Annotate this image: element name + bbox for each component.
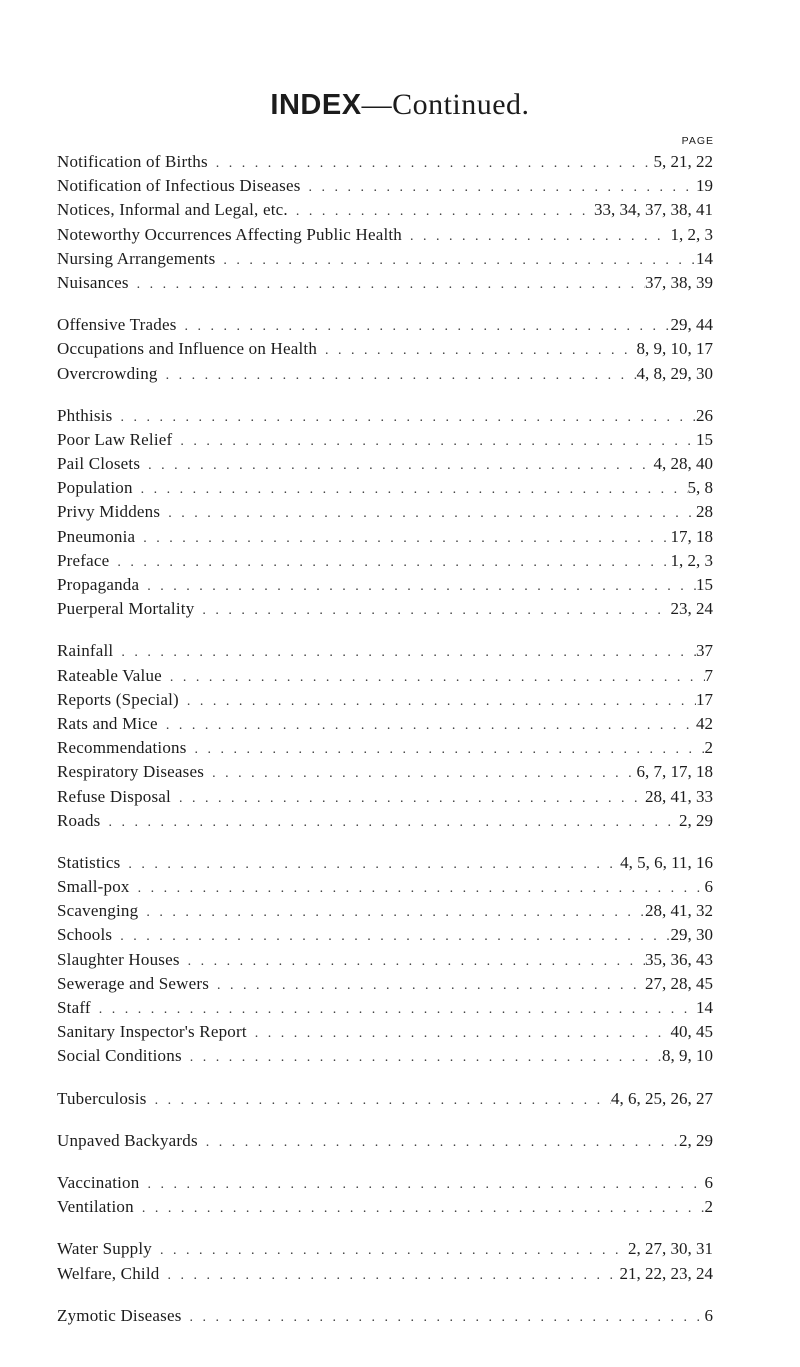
- index-entry: [57, 273, 713, 297]
- dot-leader: [182, 1050, 662, 1066]
- index-entry: [57, 502, 713, 526]
- dot-leader: [130, 881, 705, 897]
- index-entry: [57, 1173, 713, 1197]
- index-entry: [57, 478, 713, 502]
- index-term: Zymotic Diseases: [57, 1305, 182, 1325]
- index-pages: 17, 18: [670, 526, 713, 546]
- index-pages: 27, 28, 45: [645, 973, 713, 993]
- index-pages: 26: [696, 405, 713, 425]
- index-term: Tuberculosis: [57, 1088, 147, 1108]
- index-term: Welfare, Child: [57, 1263, 160, 1283]
- index-pages: 37: [696, 641, 713, 661]
- index-term: Scavenging: [57, 901, 139, 921]
- index-entry: [57, 176, 713, 200]
- index-pages: 2: [704, 1197, 713, 1217]
- index-entry: [57, 738, 713, 762]
- index-pages: 42: [696, 713, 713, 733]
- dot-leader: [101, 815, 680, 831]
- dot-leader: [135, 531, 670, 547]
- index-group: [57, 152, 713, 297]
- index-pages: 37, 38, 39: [645, 272, 713, 292]
- index-entry: [57, 666, 713, 690]
- index-term: Notices, Informal and Legal, etc.: [57, 200, 288, 220]
- index-entry: [57, 1022, 713, 1046]
- index-entry: [57, 1264, 713, 1288]
- index-group: [57, 1131, 713, 1155]
- index-pages: 5, 21, 22: [653, 152, 713, 171]
- index-pages: 14: [696, 248, 713, 268]
- index-pages: 6, 7, 17, 18: [636, 762, 713, 782]
- index-entry: [57, 152, 713, 176]
- index-term: Poor Law Relief: [57, 429, 173, 449]
- index-pages: 6: [704, 1172, 713, 1192]
- index-pages: 4, 28, 40: [653, 454, 713, 474]
- index-group: [57, 315, 713, 388]
- index-pages: 4, 5, 6, 11, 16: [620, 852, 713, 872]
- index-term: Pneumonia: [57, 526, 136, 546]
- index-group: [57, 1306, 713, 1330]
- dot-leader: [317, 343, 636, 359]
- index-pages: 8, 9, 10, 17: [636, 339, 713, 359]
- index-pages: 17: [696, 689, 713, 709]
- index-entry: [57, 1306, 713, 1330]
- index-entry: [57, 200, 713, 224]
- dot-leader: [162, 670, 705, 686]
- index-term: Nuisances: [57, 272, 129, 292]
- index-pages: 5, 8: [687, 478, 713, 498]
- index-entry: [57, 950, 713, 974]
- index-entry: [57, 527, 713, 551]
- index-entry: [57, 364, 713, 388]
- dot-leader: [140, 458, 653, 474]
- index-term: Vaccination: [57, 1172, 140, 1192]
- dot-leader: [134, 1201, 705, 1217]
- index-pages: 4, 8, 29, 30: [636, 363, 713, 383]
- index-entry: [57, 714, 713, 738]
- dot-leader: [159, 1268, 619, 1284]
- dot-leader: [187, 742, 705, 758]
- index-entry: [57, 454, 713, 478]
- index-term: Schools: [57, 925, 113, 945]
- dot-leader: [152, 1243, 628, 1259]
- index-term: Small-pox: [57, 877, 130, 897]
- index-pages: 1, 2, 3: [670, 550, 713, 570]
- index-term: Statistics: [57, 852, 121, 872]
- index-term: Rats and Mice: [57, 713, 158, 733]
- index-entry: [57, 901, 713, 925]
- index-term: Unpaved Backyards: [57, 1130, 198, 1150]
- index-entry: [57, 225, 713, 249]
- index-term: Offensive Trades: [57, 315, 177, 335]
- index-term: Reports (Special): [57, 689, 179, 709]
- index-entry: [57, 1197, 713, 1221]
- index-term: Slaughter Houses: [57, 949, 180, 969]
- dot-leader: [113, 645, 696, 661]
- index-term: Pail Closets: [57, 454, 141, 474]
- index-entry: [57, 339, 713, 363]
- dot-leader: [182, 1310, 705, 1326]
- index-entry: [57, 430, 713, 454]
- index-term: Social Conditions: [57, 1046, 182, 1066]
- index-group: [57, 641, 713, 835]
- dot-leader: [179, 694, 696, 710]
- dot-leader: [215, 253, 696, 269]
- title-index: INDEX: [270, 89, 362, 121]
- index-pages: 15: [696, 429, 713, 449]
- index-pages: 29, 44: [670, 315, 713, 335]
- index-term: Noteworthy Occurrences Affecting Public Health: [57, 224, 402, 244]
- index-term: Propaganda: [57, 575, 140, 594]
- index-term: Overcrowding: [57, 363, 158, 383]
- index-pages: 6: [704, 877, 713, 897]
- dot-leader: [402, 229, 671, 245]
- index-pages: 1, 2, 3: [670, 224, 713, 244]
- index-term: Notification of Infectious Diseases: [57, 176, 301, 196]
- dot-leader: [177, 319, 671, 335]
- page-title: [0, 88, 800, 122]
- index-pages: 21, 22, 23, 24: [619, 1263, 713, 1283]
- dot-leader: [180, 954, 645, 970]
- index-pages: 19: [696, 176, 713, 196]
- dot-leader: [129, 277, 645, 293]
- dot-leader: [288, 204, 594, 220]
- index-pages: 2, 29: [679, 810, 713, 830]
- index-term: Privy Middens: [57, 502, 161, 522]
- index-entry: [57, 599, 713, 623]
- index-group: [57, 406, 713, 624]
- index-entry: [57, 1131, 713, 1155]
- dot-leader: [158, 368, 637, 384]
- dot-leader: [139, 579, 696, 595]
- title-continued: —Continued.: [361, 88, 530, 121]
- index-group: [57, 1089, 713, 1113]
- index-group: [57, 1173, 713, 1221]
- index-group: [57, 1239, 713, 1287]
- dot-leader: [209, 978, 645, 994]
- dot-leader: [112, 410, 696, 426]
- dot-leader: [147, 1093, 611, 1109]
- dot-leader: [112, 929, 670, 945]
- index-entry: [57, 811, 713, 835]
- index-pages: 2, 27, 30, 31: [628, 1239, 713, 1259]
- index-entry: [57, 998, 713, 1022]
- index-term: Respiratory Diseases: [57, 762, 205, 782]
- index-term: Rateable Value: [57, 665, 162, 685]
- dot-leader: [139, 1177, 704, 1193]
- index-entry: [57, 690, 713, 714]
- dot-leader: [109, 555, 670, 571]
- dot-leader: [194, 603, 670, 619]
- index-term: Occupations and Influence on Health: [57, 339, 318, 359]
- index-pages: 4, 6, 25, 26, 27: [611, 1088, 713, 1108]
- index-pages: 28, 41, 32: [645, 901, 713, 921]
- dot-leader: [247, 1026, 671, 1042]
- index-list: [57, 152, 713, 1348]
- index-entry: [57, 641, 713, 665]
- index-group: [57, 853, 713, 1071]
- index-pages: 23, 24: [670, 599, 713, 619]
- dot-leader: [138, 905, 645, 921]
- index-term: Population: [57, 478, 133, 498]
- index-term: Roads: [57, 810, 101, 830]
- index-entry: [57, 1046, 713, 1070]
- dot-leader: [171, 791, 645, 807]
- index-entry: [57, 762, 713, 786]
- index-term: Recommendations: [57, 738, 187, 758]
- index-term: Preface: [57, 550, 110, 570]
- index-pages: 28: [696, 502, 713, 522]
- dot-leader: [198, 1135, 679, 1151]
- index-term: Refuse Disposal: [57, 786, 171, 806]
- dot-leader: [172, 434, 696, 450]
- index-term: Notification of Births: [57, 152, 208, 171]
- index-entry: [57, 853, 713, 877]
- index-pages: 40, 45: [670, 1022, 713, 1042]
- index-pages: 28, 41, 33: [645, 786, 713, 806]
- index-term: Phthisis: [57, 405, 113, 425]
- index-pages: 15: [696, 575, 713, 594]
- dot-leader: [91, 1002, 696, 1018]
- index-pages: 7: [704, 665, 713, 685]
- index-entry: [57, 974, 713, 998]
- index-entry: [57, 877, 713, 901]
- index-pages: 6: [704, 1305, 713, 1325]
- index-term: Water Supply: [57, 1239, 152, 1259]
- index-term: Ventilation: [57, 1197, 134, 1217]
- dot-leader: [133, 482, 688, 498]
- index-entry: [57, 1089, 713, 1113]
- index-pages: 35, 36, 43: [645, 949, 713, 969]
- index-pages: 2: [704, 738, 713, 758]
- index-entry: [57, 1239, 713, 1263]
- dot-leader: [160, 506, 696, 522]
- index-term: Puerperal Mortality: [57, 599, 195, 619]
- index-pages: 2, 29: [679, 1130, 713, 1150]
- index-term: Nursing Arrangements: [57, 248, 216, 268]
- index-term: Rainfall: [57, 641, 114, 661]
- index-pages: 8, 9, 10: [662, 1046, 713, 1066]
- index-pages: 33, 34, 37, 38, 41: [594, 200, 713, 220]
- index-entry: [57, 551, 713, 575]
- dot-leader: [204, 766, 636, 782]
- index-entry: [57, 406, 713, 430]
- index-entry: [57, 315, 713, 339]
- dot-leader: [120, 857, 620, 873]
- dot-leader: [158, 718, 696, 734]
- index-entry: [57, 575, 713, 599]
- page-column-label: PAGE: [681, 135, 714, 147]
- index-entry: [57, 925, 713, 949]
- index-term: Sewerage and Sewers: [57, 973, 210, 993]
- index-term: Staff: [57, 998, 91, 1017]
- dot-leader: [301, 180, 696, 196]
- index-entry: [57, 249, 713, 273]
- index-entry: [57, 787, 713, 811]
- index-pages: 29, 30: [670, 925, 713, 945]
- dot-leader: [208, 156, 654, 172]
- index-term: Sanitary Inspector's Report: [57, 1022, 247, 1042]
- index-pages: 14: [696, 998, 713, 1017]
